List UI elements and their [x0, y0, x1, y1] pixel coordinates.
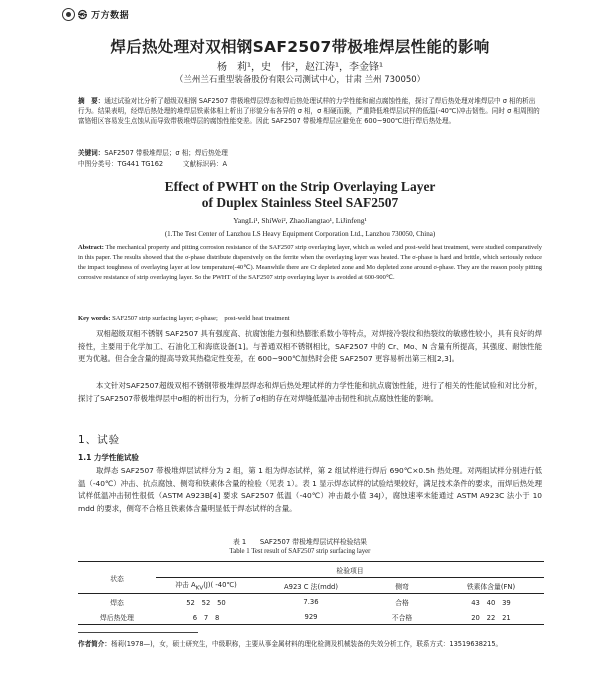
footnote-divider — [78, 632, 198, 633]
english-affiliation: (1.The Test Center of Lanzhou LS Heavy Equipment Corporation Ltd., Lanzhou 730050, China) — [164, 230, 436, 238]
english-keywords-text: SAF2507 strip surfacing layer; σ-phase; post-weld heat treatment — [112, 315, 290, 322]
cell-impact: 6 7 8 — [156, 609, 256, 625]
keywords-label: 关键词： — [78, 149, 105, 157]
table-header-row — [78, 562, 544, 578]
cell-state: 焊后热处理 — [78, 609, 156, 625]
cell-bend: 合格 — [395, 598, 409, 607]
cell-corrosion: 7.36 — [303, 597, 319, 606]
cell-corrosion: 929 — [256, 609, 366, 625]
logo-text: ㉿ 万方数据 — [78, 11, 130, 21]
chinese-keywords — [78, 148, 540, 158]
results-table — [78, 561, 544, 625]
english-abstract-label: Abstract: — [78, 244, 104, 251]
journal-logo — [62, 8, 129, 21]
column-impact: 冲击 $A_{KV}(J)$( -40℃) — [156, 578, 256, 594]
mechanical-test-paragraph: 取焊态 SAF2507 带极堆焊层试样分为 2 组，第 1 组为焊态试样，第 2 组试样进行焊后 690℃×0.5h 热处理。对两组试样分别进行低温（-40℃）冲击、抗点腐蚀、侧弯和铁素体含量的检验（见表 1）。表 1 显示焊态试样的试验结果较好，满足技术条件的要求，而焊后热处理试样低温冲击韧性很低（ASTM A923B[4] 要求 SAF2507 低温（-40℃）冲击最小值 34J），腐蚀速率未能通过 ASTM A923C 法小于 10 mdd 的要求，侧弯不合格且铁素体含量明显低于焊态试样的含量。 — [78, 466, 542, 513]
classification-line: 中图分类号：TG441 TG162 文献标识码：A — [78, 160, 227, 168]
abstract-text: 通过试验对比分析了超级双相钢 SAF2507 带极堆焊层焊态和焊后热处理试样的力学性能和耐点腐蚀性能，探讨了焊后热处理对堆焊层中 σ 相的析出行为。结果表明，经焊后热处理的堆焊层铁素体相上析出了形貌分布各异的 σ 相，σ 相硬而脆，严重降低堆焊层试样的低温(-40℃)冲击韧性。同时 σ 相周围的富铬钼区容易发生点蚀从而导致带极堆焊层的腐蚀性能变差。因此 SAF2507 带极堆焊层应避免在 600~900℃进行焊后热处理。 — [78, 97, 540, 126]
footnote-label: 作者简介： — [78, 640, 111, 648]
author-footnote — [78, 639, 542, 650]
chinese-abstract — [78, 96, 540, 127]
column-corrosion: A923 C 法(mdd) — [256, 578, 366, 594]
table-caption-chinese: 表 1 SAF2507 带极堆焊层试样检验结果 — [232, 538, 368, 546]
chinese-title: 焊后热处理对双相钢SAF2507带极堆焊层性能的影响 — [110, 38, 490, 56]
english-title-line2: of Duplex Stainless Steel SAF2507 — [201, 195, 399, 210]
english-abstract — [78, 243, 542, 283]
cell-bend: 不合格 — [366, 609, 438, 625]
subsection-heading-mechanical: 1.1 力学性能试验 — [78, 453, 139, 462]
chinese-authors: 杨 莉¹，史 伟²，赵江涛¹，李金锋¹ — [216, 62, 384, 73]
logo-mark-icon — [62, 8, 75, 21]
english-keywords — [78, 312, 542, 322]
section-heading-experiment: 1、试验 — [78, 434, 121, 446]
cell-impact: 52 52 50 — [186, 598, 226, 607]
column-ferrite: 铁素体含量(FN) — [438, 578, 544, 594]
cell-state: 焊态 — [110, 598, 124, 607]
intro-paragraph-2: 本文针对SAF2507超级双相不锈钢带极堆焊层焊态和焊后热处理试样的力学性能和抗点腐蚀性能，进行了相关的性能试验和对比分析，探讨了SAF2507带极堆焊层中σ相的析出行为，分析了σ相的存在对焊缝低温冲击韧性和抗点腐蚀性能的影响。 — [78, 381, 542, 403]
intro-paragraph-1: 双相超级双相不锈钢 SAF2507 具有强度高、抗腐蚀能力强和热膨胀系数小等特点，对焊接冷裂纹和热裂纹的敏感性较小，具有良好的焊接性，主要用于化学加工、石油化工和海底设备[1]。与普通双相不锈钢相比，SAF2507 中的 Cr、Mo、N 含量有所提高，其强度、耐蚀性能更为优越。但合金含量的提高导致其热稳定性变差，在 600~900℃加热时会使 SAF2507 更容易析出第三相[2,3]。 — [78, 329, 542, 364]
english-title-line1: Effect of PWHT on the Strip Overlaying Layer — [164, 179, 436, 194]
table-row — [78, 609, 544, 625]
chinese-affiliation: （兰州兰石重型装备股份有限公司测试中心，甘肃 兰州 730050） — [174, 75, 426, 85]
table-caption-english: Table 1 Test result of SAF2507 strip surfacing layer — [229, 548, 371, 555]
keywords-text: SAF2507 带极堆焊层；σ 相；焊后热处理 — [104, 149, 228, 157]
footnote-text: 杨莉(1978—)，女，硕士研究生，中级职称，主要从事金属材料的理化检测及机械装备的失效分析工作，联系方式：13519638215。 — [110, 640, 503, 648]
english-authors: YangLi¹, ShiWei², ZhaoJiangtao¹, LiJinfeng¹ — [233, 216, 367, 225]
table-row — [78, 594, 544, 610]
abstract-label: 摘 要： — [78, 97, 105, 105]
cell-ferrite: 43 40 39 — [471, 598, 511, 607]
english-abstract-text: The mechanical property and pitting corrosion resistance of the SAF2507 strip overlaying layer, which as weled and post-weld heat treatment, were studied comparatively in this paper. The results showed that the σ-phase distribute dispersively on the ferrite when the overlaying layer was heated. The σ-phase is hard and brittle, which seriously reduce the impact toughness of overlaying layer at low temperature(-40℃). Meanwhile there are Cr depleted zone and Mo depleted zone around σ-phase. They are the reason pooly pitting corrosive resistance of strip overlaying layer. So the PWHT of the SAF2507 strip overlaying layer is avoided at 600-900℃. — [78, 244, 542, 281]
english-keywords-label: Key words: — [78, 315, 111, 322]
column-bend: 侧弯 — [366, 578, 438, 594]
english-title — [0, 179, 600, 211]
column-group-items: 检验项目 — [156, 562, 544, 578]
cell-ferrite: 20 22 21 — [438, 609, 544, 625]
column-state: 状态 — [78, 562, 156, 594]
